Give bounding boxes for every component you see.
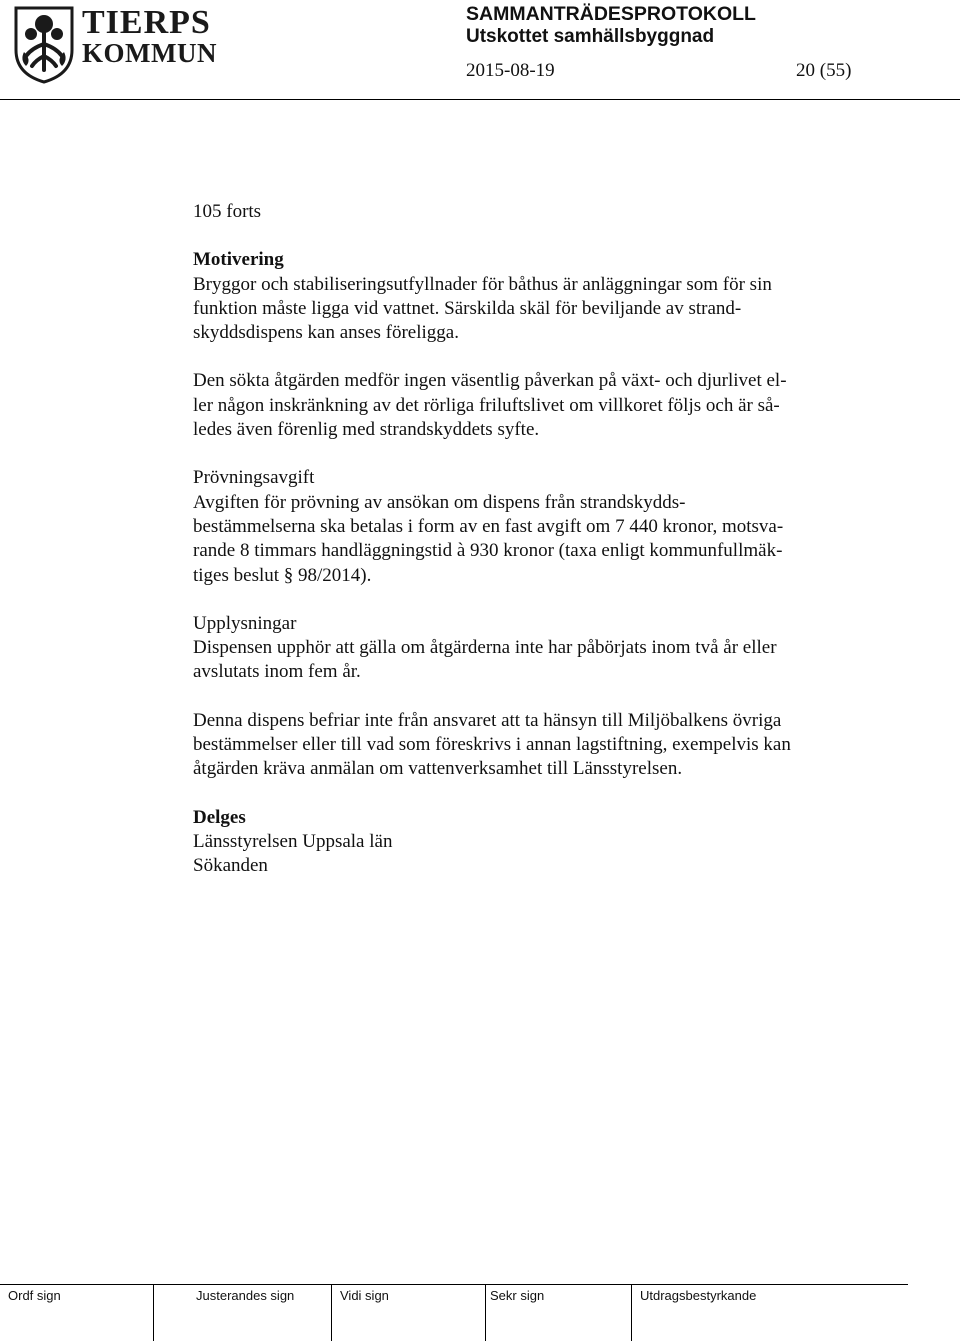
provningsavgift-heading: Prövningsavgift — [193, 467, 315, 489]
text-line: Dispensen upphör att gälla om åtgärderna inte har påbörjats inom två år eller — [193, 637, 777, 659]
text-line: Den sökta åtgärden medför ingen väsentlig påverkan på växt- och djurlivet el- — [193, 370, 787, 392]
sekr-sign-box — [482, 1285, 632, 1341]
upplysningar-heading: Upplysningar — [193, 612, 297, 634]
text-line: ledes även förenlig med strandskyddets syfte. — [193, 419, 540, 441]
vidi-sign-box — [332, 1285, 486, 1341]
tierps-kommun-shield-icon — [12, 4, 76, 84]
recipient: Länsstyrelsen Uppsala län — [193, 830, 393, 852]
logo-line-1: TIERPS — [82, 4, 211, 41]
recipient: Sökanden — [193, 855, 268, 877]
header-divider — [0, 99, 960, 100]
justerandes-sign-box — [188, 1285, 332, 1341]
utdrag-label: Utdragsbestyrkande — [640, 1288, 757, 1303]
vidi-sign-label: Vidi sign — [340, 1288, 389, 1303]
ordf-sign-box — [0, 1285, 154, 1341]
motivering-heading: Motivering — [193, 249, 284, 271]
committee-name: Utskottet samhällsbyggnad — [466, 26, 715, 47]
utdrag-box — [632, 1285, 908, 1341]
document-title: SAMMANTRÄDESPROTOKOLL — [466, 3, 756, 25]
page-number: 20 (55) — [796, 60, 852, 81]
municipality-logo — [12, 4, 217, 86]
sekr-sign-label: Sekr sign — [490, 1288, 545, 1303]
ordf-sign-label: Ordf sign — [8, 1288, 61, 1303]
delges-heading: Delges — [193, 806, 246, 828]
text-line: avslutats inom fem år. — [193, 661, 361, 683]
text-line: funktion måste ligga vid vattnet. Särskilda skäl för beviljande av strand- — [193, 297, 742, 319]
text-line: bestämmelser eller till vad som föreskrivs i annan lagstiftning, exempelvis kan — [193, 734, 791, 756]
justerandes-sign-label: Justerandes sign — [196, 1288, 295, 1303]
section-number: 105 forts — [193, 201, 262, 222]
text-line: åtgärden kräva anmälan om vattenverksamhet till Länsstyrelsen. — [193, 758, 683, 780]
signature-footer — [0, 1285, 908, 1341]
text-line: bestämmelserna ska betalas i form av en fast avgift om 7 440 kronor, motsva- — [193, 515, 784, 537]
text-line: skyddsdispens kan anses föreligga. — [193, 322, 459, 344]
text-line: Denna dispens befriar inte från ansvaret att ta hänsyn till Miljöbalkens övriga — [193, 709, 782, 731]
text-line: Avgiften för prövning av ansökan om dispens från strandskydds- — [193, 491, 686, 513]
meeting-date: 2015-08-19 — [466, 60, 555, 81]
logo-line-2: KOMMUN — [82, 38, 217, 68]
text-line: Bryggor och stabiliseringsutfyllnader för båthus är anläggningar som för sin — [193, 273, 772, 295]
text-line: ler någon inskränkning av det rörliga friluftslivet om villkoret följs och är så- — [193, 394, 780, 416]
text-line: rande 8 timmars handläggningstid à 930 kronor (taxa enligt kommunfullmäk- — [193, 540, 783, 562]
text-line: tiges beslut § 98/2014). — [193, 564, 372, 586]
protocol-body — [193, 200, 873, 879]
